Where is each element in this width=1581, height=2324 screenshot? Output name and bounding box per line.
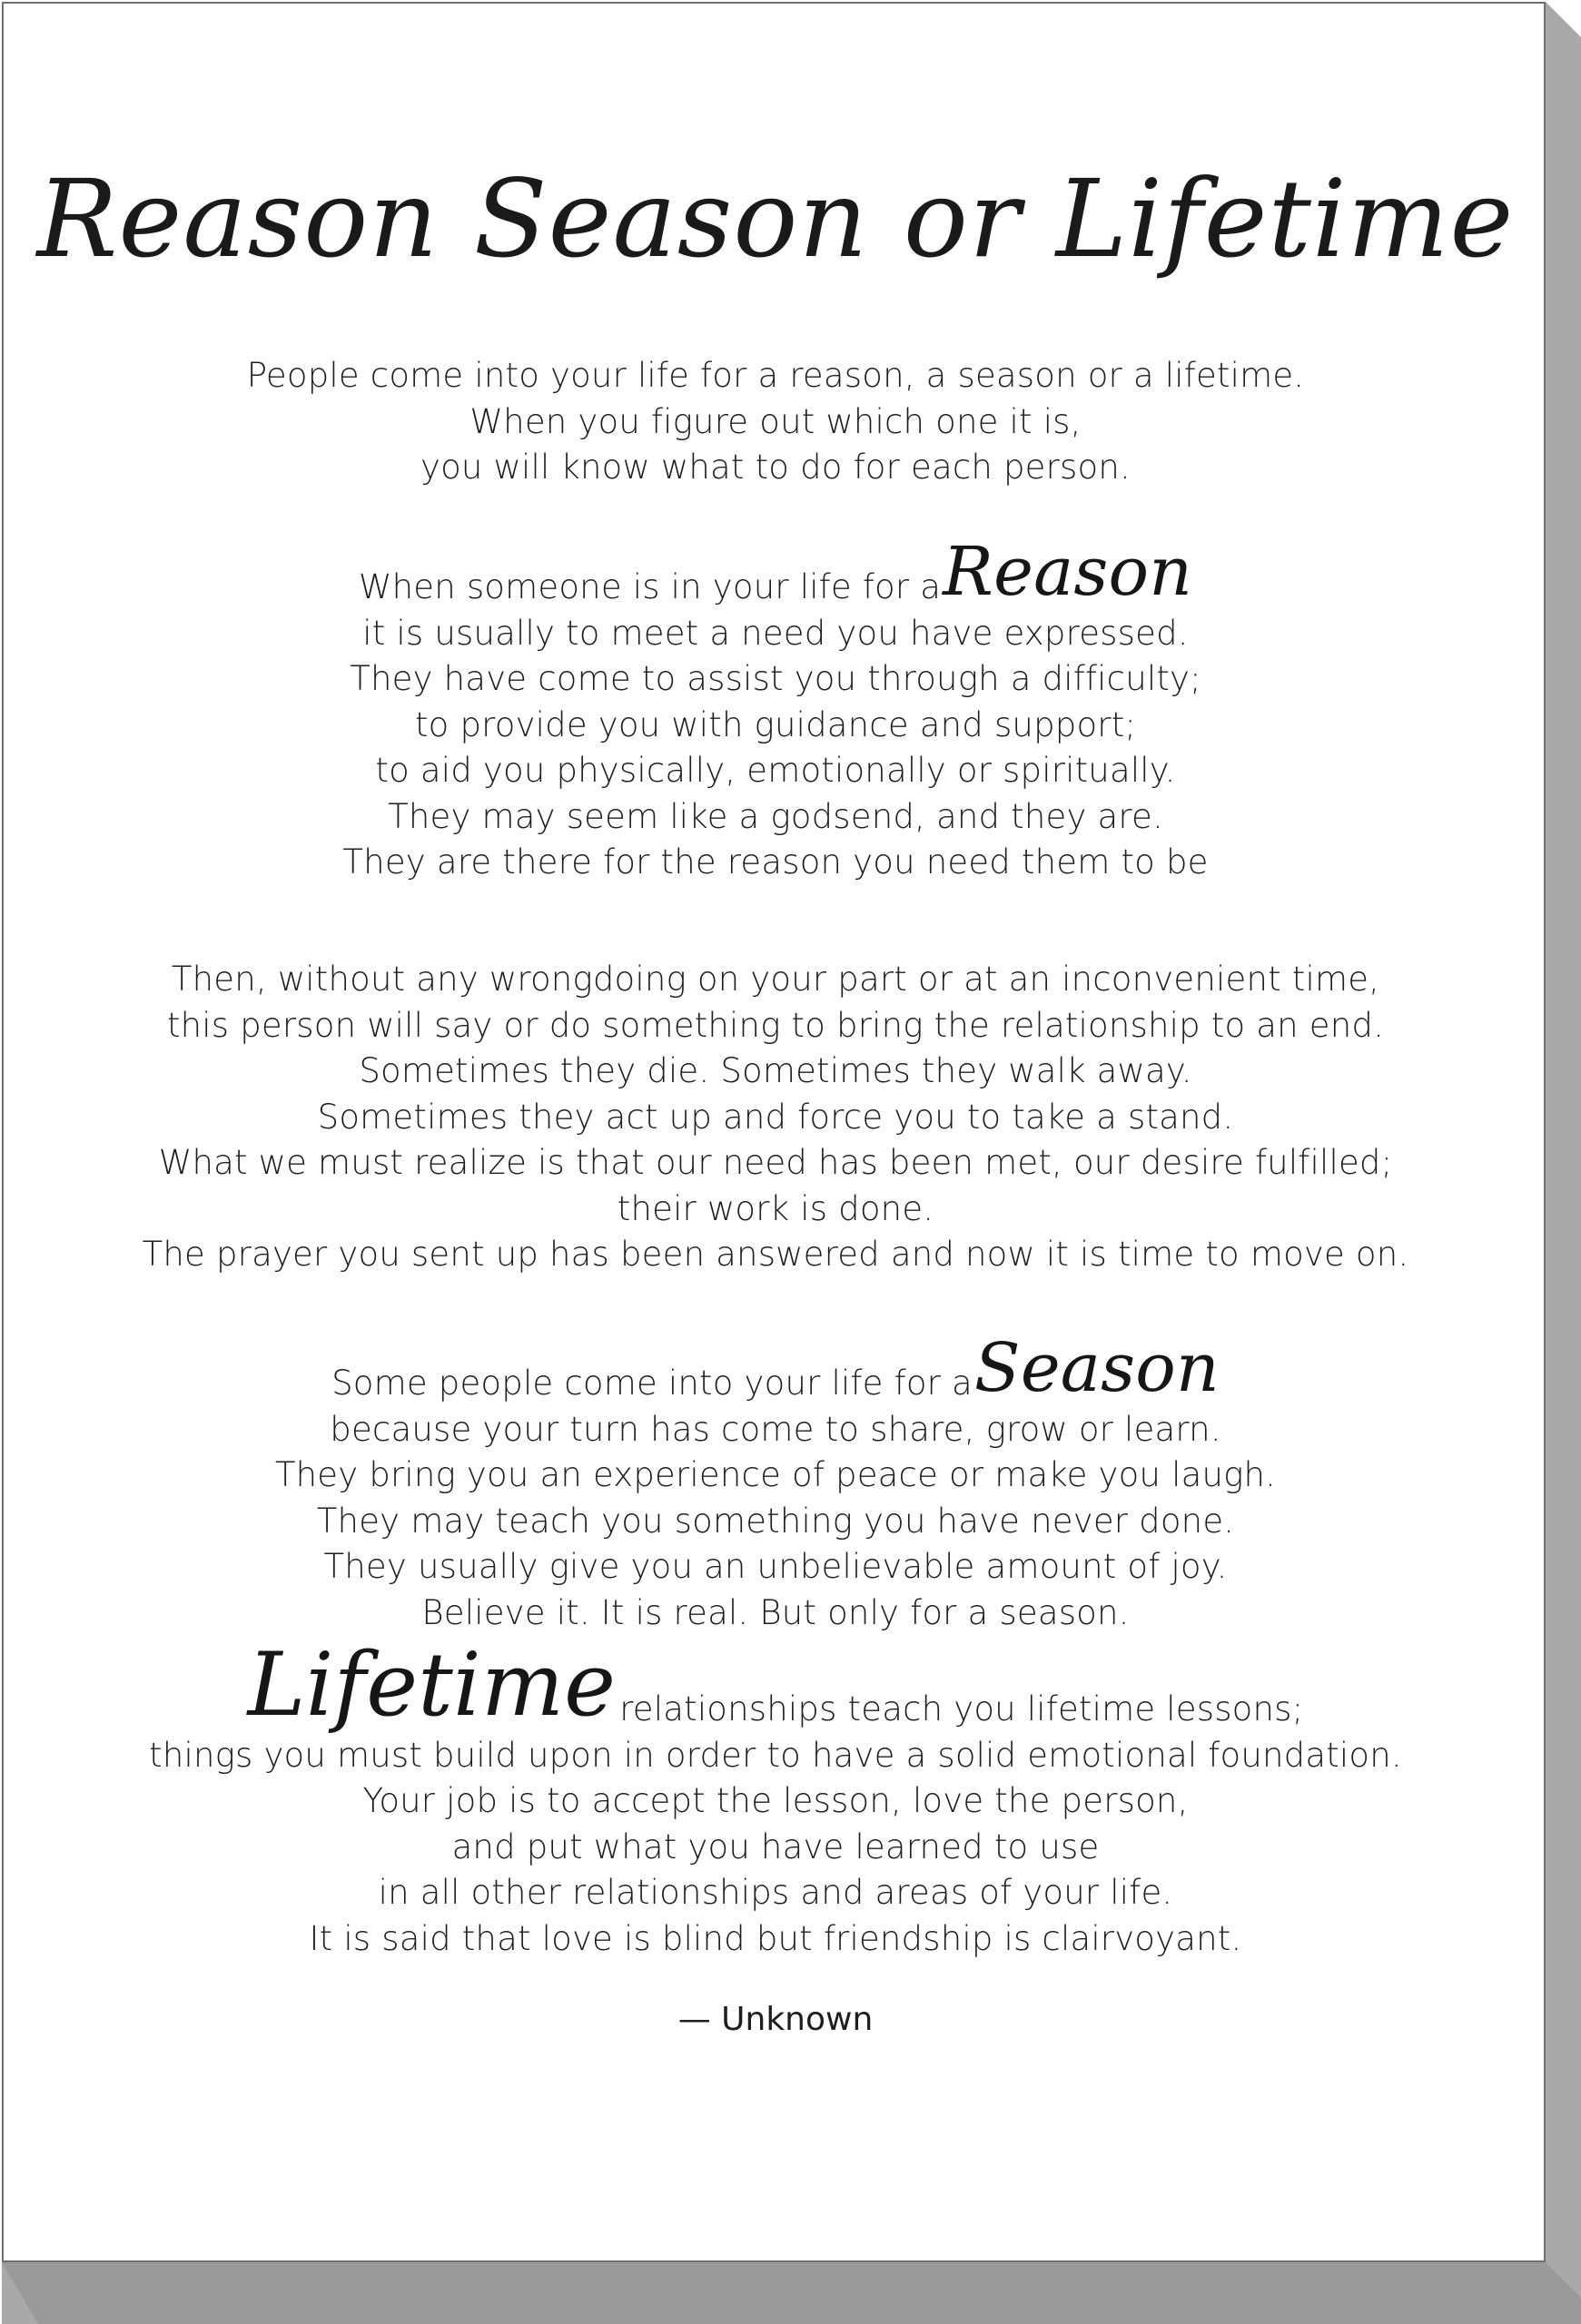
ending-line: their work is done.	[617, 1188, 934, 1228]
poem-content	[4, 4, 1547, 2264]
ending-line: Then, without any wrongdoing on your part or at an inconvenient time,	[171, 960, 1380, 999]
reason-line: They have come to assist you through a difficulty;	[350, 659, 1201, 698]
ending-stanza	[4, 957, 1547, 1278]
lifetime-lead-line	[4, 1634, 1547, 1736]
reason-line: to provide you with guidance and support;	[414, 704, 1137, 744]
lifetime-line: in all other relationships and areas of your life.	[378, 1873, 1173, 1912]
intro-line: you will know what to do for each person.	[420, 448, 1131, 487]
lifetime-line: It is said that love is blind but friendship is clairvoyant.	[309, 1918, 1242, 1958]
reason-line: to aid you physically, emotionally or spiritually.	[375, 751, 1176, 790]
canvas-face	[2, 2, 1546, 2262]
reason-script-word: Reason	[943, 533, 1193, 611]
season-lead-line	[4, 1329, 1547, 1407]
lifetime-line: Your job is to accept the lesson, love the person,	[362, 1781, 1189, 1820]
ending-line: What we must realize is that our need has been met, our desire fulfilled;	[158, 1143, 1393, 1182]
ending-line: The prayer you sent up has been answered and now it is time to move on.	[142, 1235, 1409, 1274]
season-line: They may teach you something you have never done.	[316, 1501, 1235, 1541]
ending-line: Sometimes they die. Sometimes they walk away.	[359, 1051, 1192, 1090]
intro-stanza	[4, 353, 1547, 491]
season-script-word: Season	[973, 1329, 1220, 1407]
ending-line: Sometimes they act up and force you to take a stand.	[317, 1097, 1234, 1137]
reason-line: They are there for the reason you need them to be	[342, 842, 1209, 881]
reason-lead-line	[4, 533, 1547, 611]
lifetime-line: things you must build upon in order to have a solid emotional foundation.	[149, 1735, 1402, 1775]
poem-title: Reason Season or Lifetime	[36, 156, 1515, 281]
season-line: Believe it. It is real. But only for a season.	[421, 1592, 1130, 1632]
lifetime-lead-text: relationships teach you lifetime lessons;	[619, 1689, 1304, 1728]
lifetime-script-word: Lifetime	[247, 1634, 617, 1736]
season-line: They usually give you an unbelievable amount of joy.	[323, 1547, 1228, 1586]
season-stanza	[4, 1329, 1547, 1636]
poem-attribution: — Unknown	[677, 2001, 874, 2038]
season-line: They bring you an experience of peace or make you laugh.	[274, 1455, 1277, 1494]
intro-line: When you figure out which one it is,	[469, 401, 1082, 441]
reason-line: They may seem like a godsend, and they are.	[388, 796, 1163, 836]
reason-lead-text: When someone is in your life for a	[358, 567, 942, 606]
reason-stanza	[4, 533, 1547, 886]
lifetime-line: and put what you have learned to use	[451, 1827, 1100, 1866]
season-line: because your turn has come to share, grow or learn.	[330, 1409, 1221, 1449]
season-lead-text: Some people come into your life for a	[331, 1364, 973, 1403]
intro-line: People come into your life for a reason, a season or a lifetime.	[246, 356, 1305, 395]
ending-line: this person will say or do something to bring the relationship to an end.	[166, 1005, 1385, 1045]
canvas-bottom-edge	[2, 2262, 1581, 2324]
reason-line: it is usually to meet a need you have expressed.	[362, 613, 1189, 653]
lifetime-stanza	[4, 1634, 1547, 1962]
